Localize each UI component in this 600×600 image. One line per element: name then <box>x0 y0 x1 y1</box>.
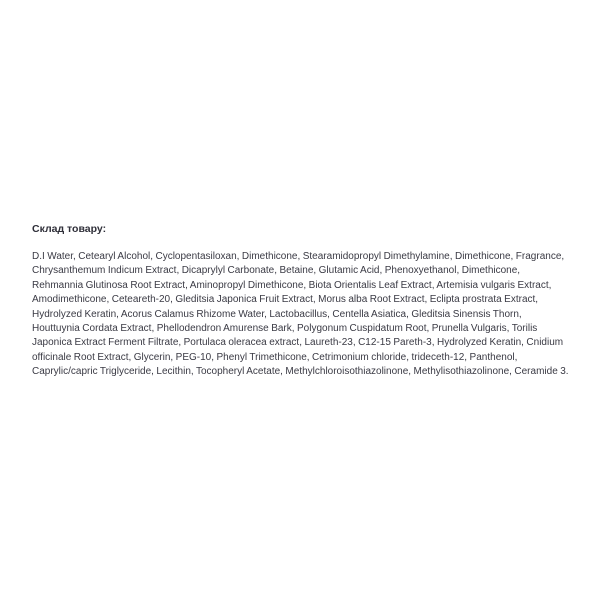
ingredients-text: D.I Water, Cetearyl Alcohol, Cyclopentasiloxan, Dimethicone, Stearamidopropyl Dimethylamine, Dimethicone, Fragrance, Chrysanthemum Indicum Extract, Dicaprylyl Carbonate, Betaine, Glutamic Acid, Phenoxyethanol, Dimethicone, Rehmannia Glutinosa Root Extract, Aminopropyl Dimethicone, Biota Orientalis Leaf Extract, Artemisia vulgaris Extract, Amodimethicone, Ceteareth-20, Gleditsia Japonica Fruit Extract, Morus alba Root Extract, Eclipta prostrata Extract, Hydrolyzed Keratin, Acorus Calamus Rhizome Water, Lactobacillus, Centella Asiatica, Gleditsia Sinensis Thorn, Houttuynia Cordata Extract, Phellodendron Amurense Bark, Polygonum Cuspidatum Root, Prunella Vulgaris, Torilis Japonica Extract Ferment Filtrate, Portulaca oleracea extract, Laureth-23, C12-15 Pareth-3, Hydrolyzed Keratin, Cnidium officinale Root Extract, Glycerin, PEG-10, Phenyl Trimethicone, Cetrimonium chloride, trideceth-12, Panthenol, Caprylic/capric Triglyceride, Lecithin, Tocopheryl Acetate, Methylchloroisothiazolinone, Methylisothiazolinone, Ceramide 3. <box>32 251 569 378</box>
composition-section <box>32 222 570 380</box>
composition-heading: Склад товару: <box>32 223 107 235</box>
